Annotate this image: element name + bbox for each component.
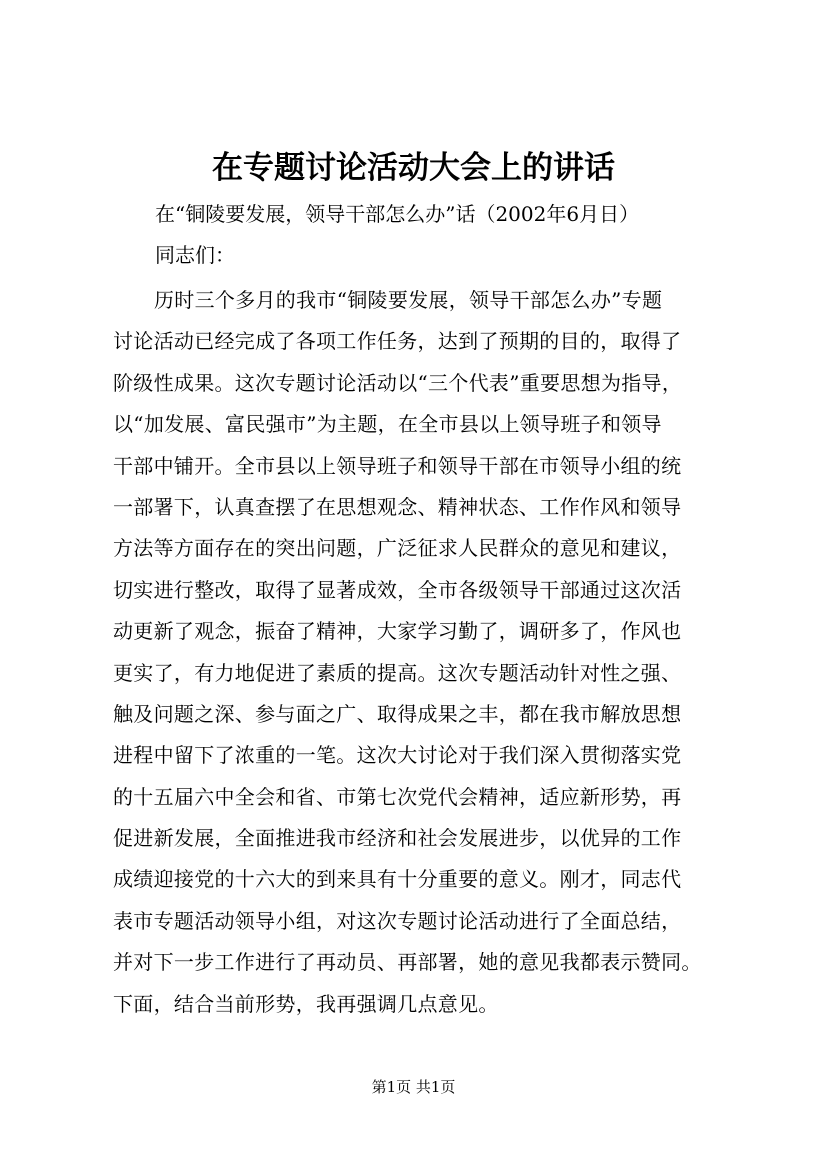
text-line: 方法等方面存在的突出问题，广泛征求人民群众的意见和建议， [113, 536, 682, 561]
text-line: 更实了，有力地促进了素质的提高。这次专题活动针对性之强、 [113, 660, 682, 685]
text-line: 进程中留下了浓重的一笔。这次大讨论对于我们深入贯彻落实党 [113, 743, 682, 768]
text-line: 历时三个多月的我市“铜陵要发展，领导干部怎么办”专题 [154, 288, 663, 312]
text-line: 触及问题之深、参与面之广、取得成果之丰，都在我市解放思想 [113, 701, 682, 726]
text-line: 动更新了观念，振奋了精神，大家学习勤了，调研多了，作风也 [113, 619, 682, 644]
document-title: 在专题讨论活动大会上的讲话 [212, 150, 615, 186]
text-line: 的十五届六中全会和省、市第七次党代会精神，适应新形势，再 [113, 784, 682, 809]
text-line: 下面，结合当前形势，我再强调几点意见。 [113, 991, 499, 1016]
text-line: 表市专题活动领导小组，对这次专题讨论活动进行了全面总结， [113, 908, 682, 933]
salutation: 同志们： [155, 243, 235, 267]
text-line: 阶级性成果。这次专题讨论活动以“三个代表”重要思想为指导， [113, 370, 683, 395]
text-line: 促进新发展，全面推进我市经济和社会发展进步，以优异的工作 [113, 826, 682, 851]
text-line: 并对下一步工作进行了再动员、再部署，她的意见我都表示赞同。 [113, 950, 702, 975]
text-line: 以“加发展、富民强市”为主题，在全市县以上领导班子和领导 [113, 412, 662, 437]
document-subtitle: 在“铜陵要发展，领导干部怎么办”话（2002年6月日） [155, 202, 640, 226]
text-line: 切实进行整改，取得了显著成效，全市各级领导干部通过这次活 [113, 577, 682, 602]
text-line: 一部署下，认真查摆了在思想观念、精神状态、工作作风和领导 [113, 494, 682, 519]
text-line: 干部中铺开。全市县以上领导班子和领导干部在市领导小组的统 [113, 453, 682, 478]
page-number-footer: 第1页 共1页 [371, 1078, 456, 1096]
text-line: 讨论活动已经完成了各项工作任务，达到了预期的目的，取得了 [113, 329, 682, 354]
text-line: 成绩迎接党的十六大的到来具有十分重要的意义。刚才，同志代 [113, 867, 682, 892]
body-paragraph [113, 280, 733, 1025]
